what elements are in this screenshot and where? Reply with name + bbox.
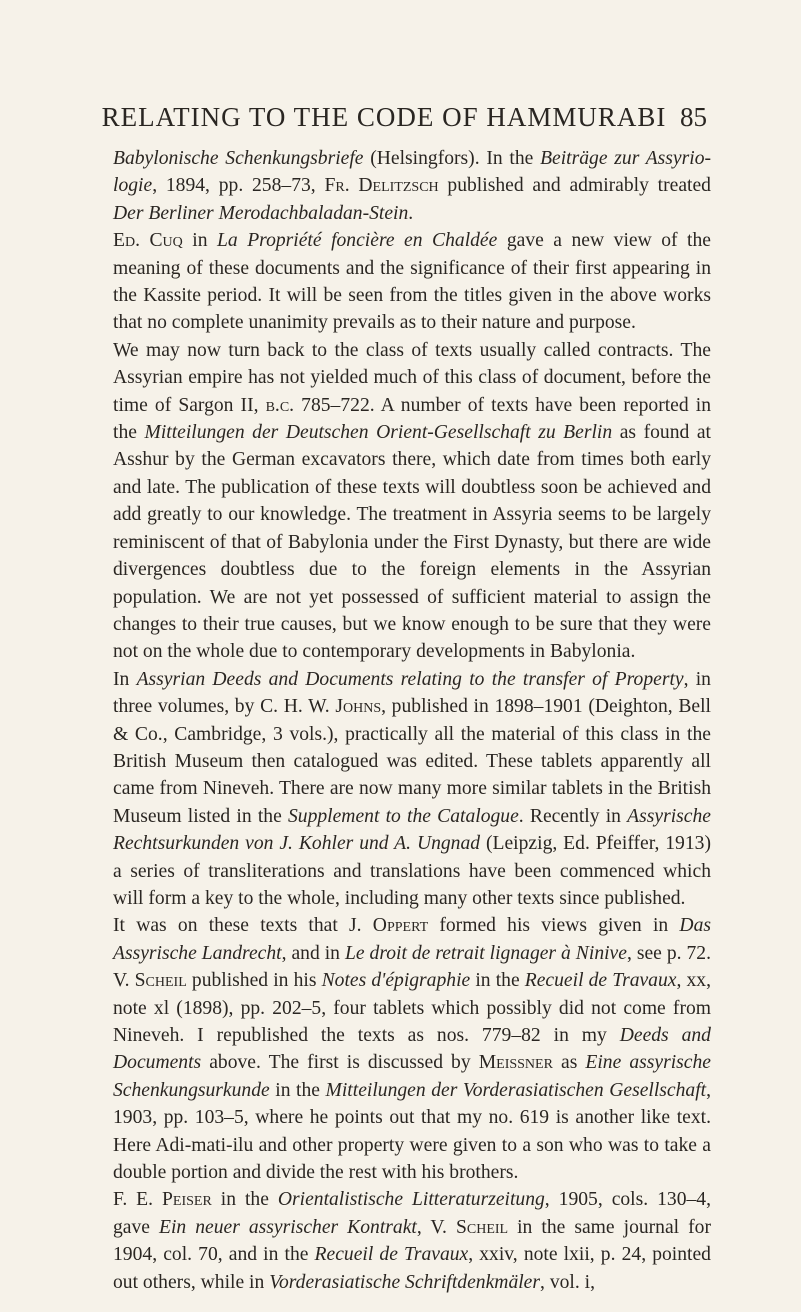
paragraph [113,666,711,913]
text-run: in the same journal for 1904, col. 70, and in the [113,1216,711,1266]
text-run: , xx, note xl (1898), pp. 202–5, four tablets which possibly did not come from Nineveh. I republished the texts as nos. 779–82 in my [113,970,711,1046]
italic-title: Deeds and Documents [113,1025,711,1074]
text-run: gave a new view of the meaning of these documents and the significance of their first appearing in the Kassite period. It will be seen from the titles given in the above works that no complete unanimity prevails as to their nature and purpose. [113,230,711,334]
text-run: in the [269,1079,326,1101]
author-name: Peiser [162,1189,212,1211]
italic-title: Orientalistische Litteraturzeitung [277,1189,545,1211]
italic-title: La Propriété foncière en Chaldée [217,230,498,252]
paragraph [113,227,711,337]
italic-title: Ein neuer assyrischer Kontrakt [159,1216,417,1238]
text-run: 785–722. A number of texts have been reported in the [113,394,711,444]
text-run: We may now turn back to the class of texts usually called contracts. The Assyrian empire has not yielded much of this class of document, before the time of Sargon II, [113,339,711,416]
italic-title: Recueil de Travaux [314,1244,469,1266]
italic-title: Mitteilungen der Deutschen Orient-Gesellschaft zu Berlin [144,422,613,444]
text-run: formed his views given in [428,915,680,937]
page-number: 85 [680,102,707,132]
text-run: , 1903, pp. 103–5, where he points out that my no. 619 is another like text. Here Adi-mati-ilu and other property were given to a son who was to take a double portion and divide the rest with his brothers. [113,1079,711,1184]
text-run: . Recently in [518,805,628,827]
author-name: Scheil [134,970,187,992]
italic-title: Eine assyrische Schenkungsurkunde [113,1052,711,1101]
text-run: published in his [186,970,322,992]
text-run: , vol. i, [540,1271,595,1293]
running-head [101,98,707,138]
text-run: as [552,1052,586,1074]
italic-title: Assyrian Deeds and Documents relating to the transfer of Property [136,668,684,690]
body-text [113,145,711,1296]
text-run: (Helsingfors). In the [363,148,541,169]
italic-title: Der Berliner Merodachbaladan-Stein [113,202,409,224]
italic-title: Mitteilungen der Vorderasiatischen Gesellschaft [325,1079,707,1101]
italic-title: Das Assyrische Landrecht [113,915,711,964]
text-run: , and in [281,942,345,964]
paragraph [113,1186,711,1296]
author-name: Oppert [372,915,429,937]
text-run: It was on these texts that J. [113,915,373,937]
text-run: as found at Asshur by the German excavators there, which date from times both early and late. The publication of these texts will doubtless soon be achieved and add greatly to our knowledge. The treatment in Assyria seems to be largely reminiscent of that of Babylonia under the First Dynasty, but there are wide divergences doubtless due to the foreign elements in the Assyrian population. We are not yet possessed of sufficient material to assign the changes to their true causes, but we know enough to be sure that they were not on the whole due to contemporary developments in Babylonia. [113,422,711,663]
author-name: Meissner [478,1052,553,1074]
text-run: , 1905, cols. 130–4, gave [113,1189,711,1238]
author-name: Scheil [455,1216,509,1238]
text-run: , V. [416,1216,456,1238]
italic-title: Vorderasiatische Schriftdenkmäler [269,1271,541,1293]
text-run: in the [470,970,525,992]
text-run: , published in 1898–1901 (Deighton, Bell & Co., Cambridge, 3 vols.), practically all the material of this class in the British Museum then catalogued was edited. These tablets apparently all came from Nineveh. There are now many more similar tablets in the British Museum listed in the [113,696,711,827]
paragraph [113,337,711,666]
text-run: , xxiv, note lxii, p. 24, pointed out others, while in [113,1244,711,1293]
author-name: Ed. Cuq [113,230,183,252]
text-run: , see p. 72. V. [113,942,711,992]
italic-title: Notes d'épigraphie [321,970,471,992]
text-run: in [182,230,218,252]
italic-title: Babylonische Schenkungsbriefe [113,148,364,169]
running-title: RELATING TO THE CODE OF HAMMURABI [101,102,667,132]
paragraph [113,145,711,227]
text-run: published and admirably treated [438,175,711,197]
text-run: in the [211,1189,278,1211]
italic-title: Assyrische Rechtsurkunden von J. Kohler und A. Ungnad [113,805,711,855]
author-name: b.c. [265,394,295,416]
text-run: , 1894, pp. 258–73, [152,175,325,197]
italic-title: Recueil de Travaux [524,970,677,992]
text-run: F. E. [113,1189,163,1211]
author-name: Johns [335,696,382,718]
text-run: In [113,668,137,690]
paragraph [113,912,711,1186]
author-name: Fr. Delitzsch [324,175,439,197]
text-run: , in three volumes, by C. H. W. [113,668,711,718]
text-run: above. The first is discussed by [201,1052,479,1074]
italic-title: Supplement to the Catalogue [287,805,519,827]
text-run: (Leipzig, Ed. Pfeiffer, 1913) a series of transliterations and translations have been commenced which will form a key to the whole, including many other texts since published. [113,833,711,909]
text-run: . [408,202,414,224]
italic-title: Beiträge zur Assyrio-logie [113,148,712,197]
italic-title: Le droit de retrait lignager à Ninive [344,942,627,964]
